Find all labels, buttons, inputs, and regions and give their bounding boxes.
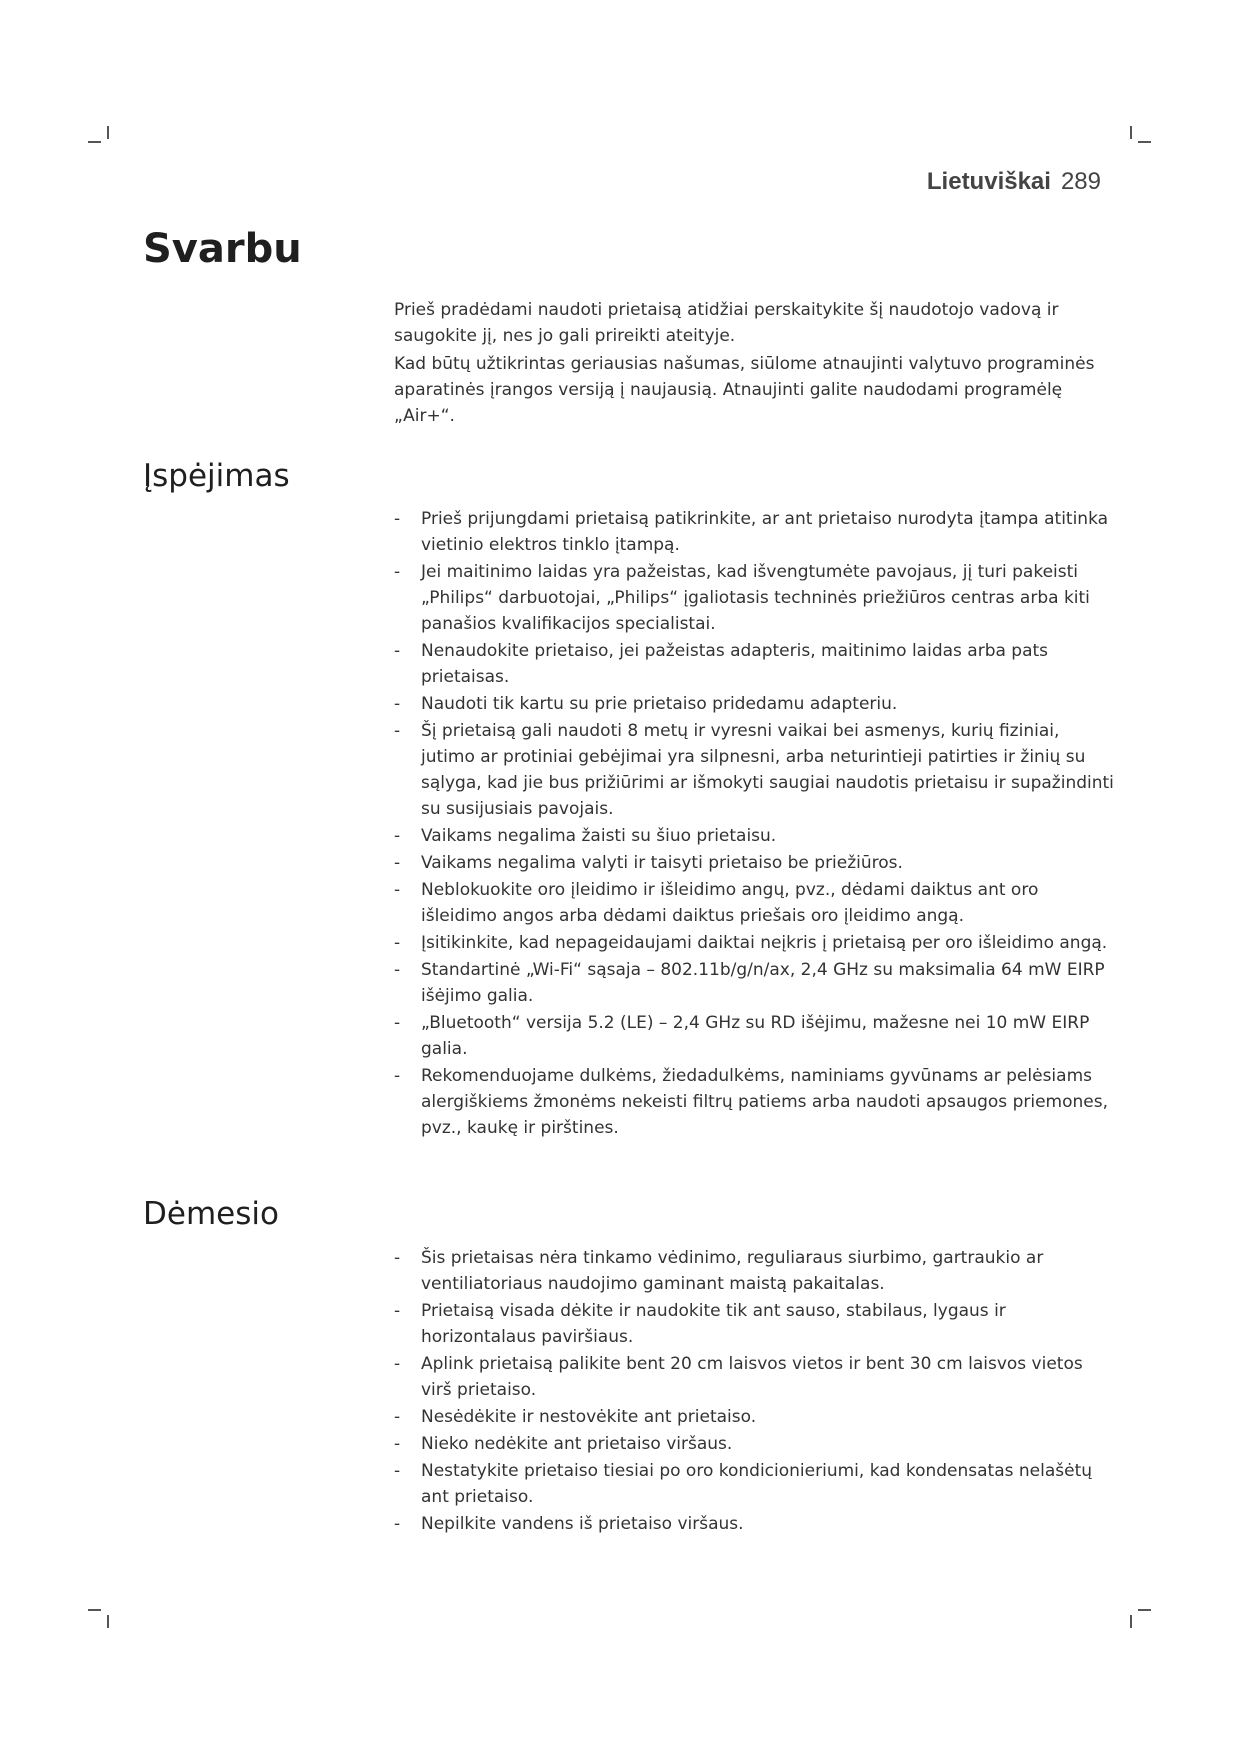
list-item-text: Nesėdėkite ir nestovėkite ant prietaiso. — [421, 1407, 757, 1427]
list-item — [394, 823, 1114, 849]
list-item — [394, 877, 1114, 929]
dash-marker: - — [394, 1514, 401, 1534]
list-item-text: „Bluetooth“ versija 5.2 (LE) – 2,4 GHz su RD išėjimu, mažesne nei 10 mW EIRP galia. — [421, 1013, 1090, 1059]
dash-marker: - — [394, 960, 401, 980]
page-number: 289 — [1060, 168, 1101, 195]
list-item — [394, 1458, 1114, 1510]
dash-marker: - — [394, 880, 401, 900]
dash-marker: - — [394, 1248, 401, 1268]
list-item — [394, 1010, 1114, 1062]
header-language: Lietuviškai — [926, 168, 1051, 195]
dash-marker: - — [394, 509, 401, 529]
dash-marker: - — [394, 933, 401, 953]
dash-marker: - — [394, 826, 401, 846]
list-item-text: Rekomenduojame dulkėms, žiedadulkėms, naminiams gyvūnams ar pelėsiams alergiškiems žmonėms nekeisti filtrų patiems arba naudoti apsaugos priemones, pvz., kaukę ir pirštines. — [421, 1066, 1108, 1138]
list-item-text: Nenaudokite prietaiso, jei pažeistas adapteris, maitinimo laidas arba pats prietaisas. — [421, 641, 1049, 687]
dash-marker: - — [394, 853, 401, 873]
list-item — [394, 1245, 1114, 1297]
list-item-text: Vaikams negalima žaisti su šiuo prietaisu. — [421, 826, 777, 846]
dash-marker: - — [394, 1066, 401, 1086]
warning-list — [394, 506, 1114, 1141]
dash-marker: - — [394, 1301, 401, 1321]
important-paragraph: Prieš pradėdami naudoti prietaisą atidžiai perskaitykite šį naudotojo vadovą ir saugokite jį, nes jo gali prireikti ateityje. — [394, 300, 1059, 346]
crop-mark-bottom-left-h — [88, 1609, 101, 1611]
dash-marker: - — [394, 1013, 401, 1033]
list-item-text: Šis prietaisas nėra tinkamo vėdinimo, reguliaraus siurbimo, gartraukio ar ventiliatoriaus naudojimo gaminant maistą pakaitalas. — [421, 1248, 1044, 1294]
dash-marker: - — [394, 694, 401, 714]
crop-mark-bottom-left-v — [107, 1615, 109, 1628]
section-title-important: Svarbu — [143, 226, 302, 272]
dash-marker: - — [394, 1461, 401, 1481]
caution-body — [394, 1245, 1114, 1538]
important-paragraph: Kad būtų užtikrintas geriausias našumas, siūlome atnaujinti valytuvo programinės aparatinės įrangos versiją į naujausią. Atnaujinti galite naudodami programėlę „Air+“. — [394, 354, 1095, 426]
list-item — [394, 559, 1114, 637]
page-header — [927, 168, 1101, 196]
dash-marker: - — [394, 721, 401, 741]
list-item-text: Prietaisą visada dėkite ir naudokite tik ant sauso, stabilaus, lygaus ir horizontalaus paviršiaus. — [421, 1301, 1006, 1347]
dash-marker: - — [394, 562, 401, 582]
section-title-warning: Įspėjimas — [143, 458, 290, 494]
crop-mark-top-right-h — [1138, 141, 1151, 143]
list-item-text: Šį prietaisą gali naudoti 8 metų ir vyresni vaikai bei asmenys, kurių fiziniai, jutimo ar protiniai gebėjimai yra silpnesni, arba neturintieji patirties ir žinių su sąlyga, kad jie bus prižiūrimi ar išmokyti saugiai naudotis prietaisu ir supažindinti su susijusiais pavojais. — [421, 721, 1114, 819]
list-item-text: Vaikams negalima valyti ir taisyti prietaiso be priežiūros. — [421, 853, 903, 873]
list-item — [394, 638, 1114, 690]
list-item-text: Standartinė „Wi-Fi“ sąsaja – 802.11b/g/n/ax, 2,4 GHz su maksimalia 64 mW EIRP išėjimo galia. — [421, 960, 1105, 1006]
list-item-text: Nestatykite prietaiso tiesiai po oro kondicionieriumi, kad kondensatas nelašėtų ant prietaiso. — [421, 1461, 1093, 1507]
list-item — [394, 1431, 1114, 1457]
list-item-text: Naudoti tik kartu su prie prietaiso pridedamu adapteriu. — [421, 694, 898, 714]
crop-mark-top-left-h — [88, 141, 101, 143]
list-item — [394, 1404, 1114, 1430]
list-item — [394, 691, 1114, 717]
list-item-text: Nieko nedėkite ant prietaiso viršaus. — [421, 1434, 733, 1454]
dash-marker: - — [394, 1434, 401, 1454]
list-item-text: Prieš prijungdami prietaisą patikrinkite, ar ant prietaiso nurodyta įtampa atitinka vietinio elektros tinklo įtampą. — [421, 509, 1109, 555]
list-item — [394, 850, 1114, 876]
list-item — [394, 718, 1114, 822]
crop-mark-bottom-right-h — [1138, 1609, 1151, 1611]
crop-mark-top-right-v — [1130, 126, 1132, 139]
section-title-caution: Dėmesio — [143, 1196, 279, 1232]
crop-mark-bottom-right-v — [1130, 1615, 1132, 1628]
list-item — [394, 1063, 1114, 1141]
list-item — [394, 1298, 1114, 1350]
list-item-text: Aplink prietaisą palikite bent 20 cm laisvos vietos ir bent 30 cm laisvos vietos virš prietaiso. — [421, 1354, 1083, 1400]
list-item — [394, 1351, 1114, 1403]
list-item-text: Jei maitinimo laidas yra pažeistas, kad išvengtumėte pavojaus, jį turi pakeisti „Philips“ darbuotojai, „Philips“ įgaliotasis techninės priežiūros centras arba kiti panašios kvalifikacijos specialistai. — [421, 562, 1090, 634]
dash-marker: - — [394, 1354, 401, 1374]
list-item-text: Įsitikinkite, kad nepageidaujami daiktai neįkris į prietaisą per oro išleidimo angą. — [421, 933, 1108, 953]
warning-body — [394, 506, 1114, 1142]
list-item-text: Nepilkite vandens iš prietaiso viršaus. — [421, 1514, 744, 1534]
caution-list — [394, 1245, 1114, 1537]
crop-mark-top-left-v — [107, 126, 109, 139]
important-body — [394, 297, 1114, 431]
dash-marker: - — [394, 641, 401, 661]
list-item — [394, 930, 1114, 956]
list-item-text: Neblokuokite oro įleidimo ir išleidimo angų, pvz., dėdami daiktus ant oro išleidimo angos arba dėdami daiktus priešais oro įleidimo angą. — [421, 880, 1039, 926]
list-item — [394, 1511, 1114, 1537]
dash-marker: - — [394, 1407, 401, 1427]
list-item — [394, 957, 1114, 1009]
list-item — [394, 506, 1114, 558]
